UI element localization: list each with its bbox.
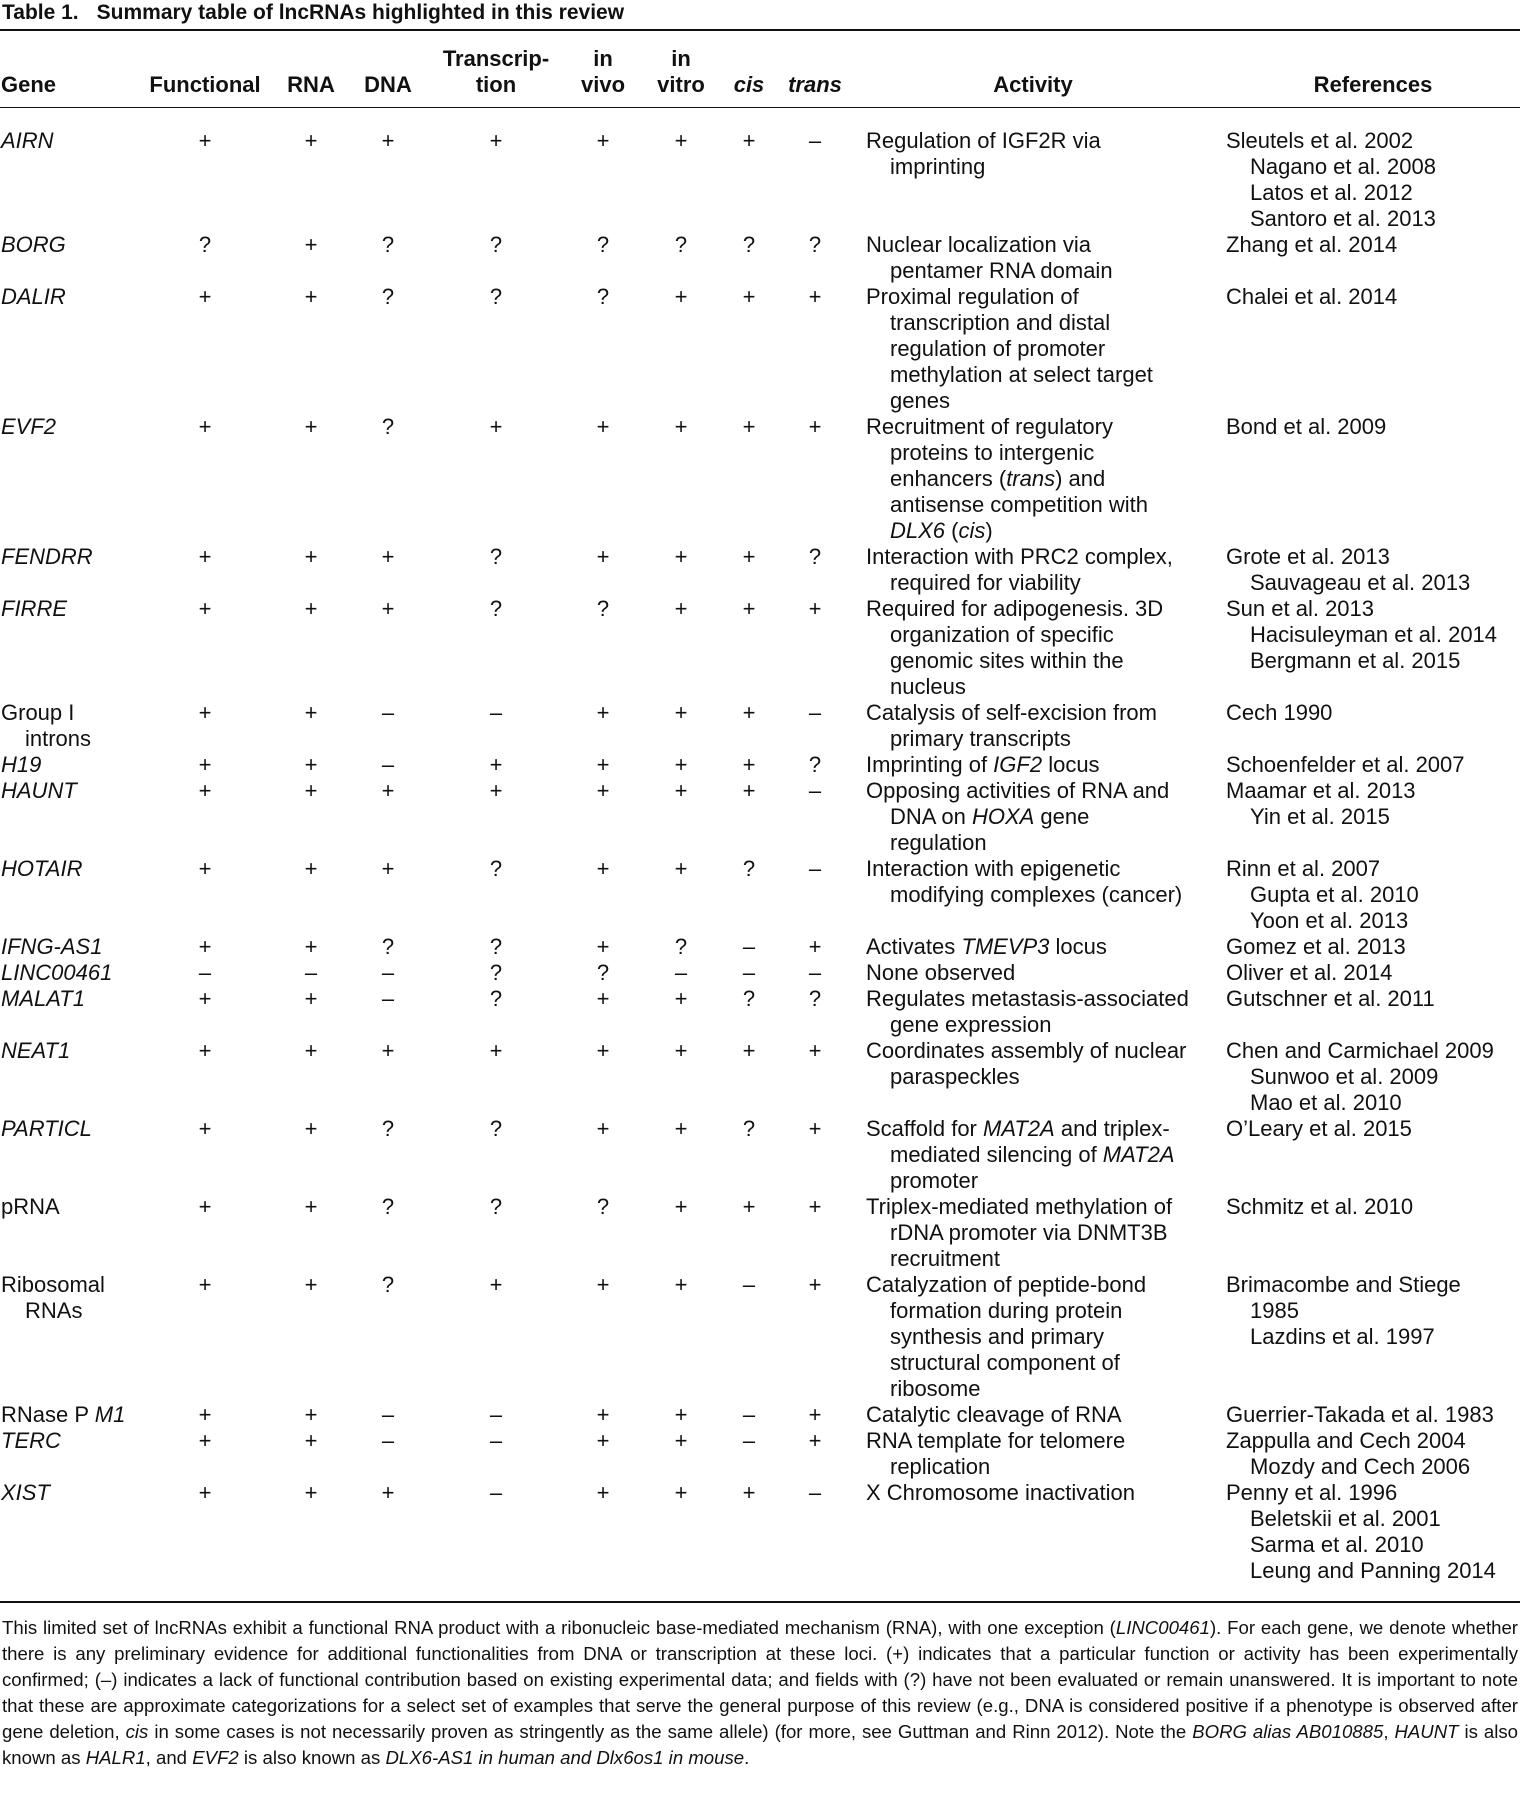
mark-trans: + (808, 934, 822, 959)
mark-in-vivo: + (596, 986, 610, 1011)
mark-functional: + (198, 1272, 212, 1297)
mark-transcription: ? (489, 544, 503, 569)
mark-transcription: – (489, 1428, 503, 1453)
mark-transcription: + (489, 778, 503, 803)
gene-name: H19 (1, 752, 42, 777)
table-row (0, 284, 1520, 414)
mark-trans: – (808, 700, 822, 725)
column-header-functional (149, 72, 260, 98)
table-row (0, 752, 1520, 778)
gene-name: LINC00461 (1, 960, 113, 985)
column-header-transcription (443, 46, 549, 98)
mark-transcription: + (489, 128, 503, 153)
mark-in-vivo: + (596, 128, 610, 153)
references-list: Chen and Carmichael 2009 Sunwoo et al. 2009 Mao et al. 2010 (1226, 1038, 1494, 1115)
table-row (0, 986, 1520, 1038)
mark-trans: – (808, 960, 822, 985)
table-row (0, 960, 1520, 986)
mark-in-vitro: – (674, 960, 688, 985)
activity-text: Scaffold for MAT2A and triplex- mediated silencing of MAT2A promoter (866, 1116, 1175, 1193)
mark-transcription: ? (489, 596, 503, 621)
table-title (2, 0, 624, 26)
mark-rna: + (304, 1038, 318, 1063)
mark-in-vivo: ? (596, 960, 610, 985)
mark-in-vivo: + (596, 934, 610, 959)
mark-transcription: ? (489, 960, 503, 985)
references-list: Sleutels et al. 2002 Nagano et al. 2008 Latos et al. 2012 Santoro et al. 2013 (1226, 128, 1436, 231)
mark-trans: + (808, 284, 822, 309)
column-header-line: trans (788, 72, 842, 97)
column-header-line: vitro (657, 72, 705, 97)
table-header (0, 42, 1520, 100)
mark-functional: + (198, 284, 212, 309)
mark-dna: – (381, 1402, 395, 1427)
mark-dna: – (381, 700, 395, 725)
mark-in-vitro: + (674, 856, 688, 881)
mark-cis: ? (742, 1116, 756, 1141)
references-list: Zhang et al. 2014 (1226, 232, 1398, 257)
mark-trans: + (808, 1194, 822, 1219)
mark-dna: + (381, 128, 395, 153)
mark-functional: + (198, 128, 212, 153)
table-row (0, 700, 1520, 752)
mark-functional: – (198, 960, 212, 985)
mark-rna: + (304, 986, 318, 1011)
mark-cis: + (742, 596, 756, 621)
column-header-line: Transcrip- (442, 46, 550, 71)
gene-name: AIRN (1, 128, 54, 153)
mark-trans: + (808, 1038, 822, 1063)
mark-transcription: ? (489, 1116, 503, 1141)
mark-dna: ? (381, 414, 395, 439)
mark-transcription: + (489, 752, 503, 777)
activity-text: Required for adipogenesis. 3D organization of specific genomic sites within the nucleus (866, 596, 1164, 699)
gene-name: DALIR (1, 284, 66, 309)
mark-rna: + (304, 934, 318, 959)
table-caption: Summary table of lncRNAs highlighted in this review (96, 1, 625, 24)
column-header-line: References (1313, 72, 1433, 97)
mark-transcription: ? (489, 1194, 503, 1219)
column-header-in-vivo (581, 46, 625, 98)
mark-rna: + (304, 414, 318, 439)
mark-rna: + (304, 1116, 318, 1141)
mark-in-vitro: ? (674, 232, 688, 257)
mark-functional: + (198, 934, 212, 959)
mark-functional: + (198, 596, 212, 621)
gene-name: pRNA (1, 1194, 60, 1219)
mark-cis: + (742, 1194, 756, 1219)
activity-text: Triplex-mediated methylation of rDNA promoter via DNMT3B recruitment (866, 1194, 1173, 1271)
gene-name: MALAT1 (1, 986, 85, 1011)
mark-in-vivo: + (596, 1272, 610, 1297)
mark-functional: + (198, 544, 212, 569)
mark-trans: + (808, 1272, 822, 1297)
mark-in-vivo: + (596, 1402, 610, 1427)
mark-rna: + (304, 596, 318, 621)
mark-dna: + (381, 544, 395, 569)
column-header-line: Functional (149, 72, 261, 97)
mark-cis: + (742, 778, 756, 803)
mark-in-vitro: ? (674, 934, 688, 959)
mark-in-vitro: + (674, 284, 688, 309)
column-header-line: tion (475, 72, 517, 97)
mark-cis: + (742, 1038, 756, 1063)
mark-in-vivo: ? (596, 232, 610, 257)
table-row (0, 1480, 1520, 1584)
table-row (0, 1272, 1520, 1402)
mark-in-vivo: + (596, 752, 610, 777)
mark-trans: + (808, 1428, 822, 1453)
column-header-gene (1, 72, 56, 98)
mark-in-vivo: + (596, 1116, 610, 1141)
references-list: Bond et al. 2009 (1226, 414, 1387, 439)
mark-trans: ? (808, 232, 822, 257)
activity-text: RNA template for telomere replication (866, 1428, 1126, 1479)
mark-rna: + (304, 752, 318, 777)
mark-rna: + (304, 232, 318, 257)
mark-dna: ? (381, 232, 395, 257)
table-label: Table 1. (2, 1, 79, 24)
mark-functional: + (198, 1480, 212, 1505)
references-list: O’Leary et al. 2015 (1226, 1116, 1412, 1141)
mark-in-vivo: + (596, 778, 610, 803)
mark-cis: + (742, 1480, 756, 1505)
mark-transcription: + (489, 1038, 503, 1063)
activity-text: Catalytic cleavage of RNA (866, 1402, 1122, 1427)
activity-text: Catalyzation of peptide-bond formation during protein synthesis and primary structural component of ribosome (866, 1272, 1147, 1401)
references-list: Schoenfelder et al. 2007 (1226, 752, 1465, 777)
mark-cis: + (742, 284, 756, 309)
table-row (0, 1116, 1520, 1194)
mark-dna: – (381, 752, 395, 777)
mark-trans: ? (808, 986, 822, 1011)
mark-transcription: ? (489, 986, 503, 1011)
mark-cis: + (742, 414, 756, 439)
mark-in-vitro: + (674, 778, 688, 803)
mark-dna: + (381, 856, 395, 881)
column-header-dna (364, 72, 412, 98)
mark-cis: – (742, 1428, 756, 1453)
gene-name: FENDRR (1, 544, 93, 569)
gene-name: RNase P M1 (1, 1402, 126, 1427)
mark-functional: + (198, 1116, 212, 1141)
mark-transcription: – (489, 1402, 503, 1427)
references-list: Gutschner et al. 2011 (1226, 986, 1435, 1011)
activity-text: Coordinates assembly of nuclear paraspeckles (866, 1038, 1187, 1089)
references-list: Zappulla and Cech 2004 Mozdy and Cech 2006 (1226, 1428, 1471, 1479)
references-list: Penny et al. 1996 Beletskii et al. 2001 Sarma et al. 2010 Leung and Panning 2014 (1226, 1480, 1496, 1583)
mark-in-vitro: + (674, 1428, 688, 1453)
gene-name: IFNG-AS1 (1, 934, 103, 959)
mark-in-vitro: + (674, 1402, 688, 1427)
mark-in-vitro: + (674, 1272, 688, 1297)
mark-cis: + (742, 544, 756, 569)
mark-in-vitro: + (674, 752, 688, 777)
mark-in-vivo: + (596, 856, 610, 881)
table-row (0, 1402, 1520, 1428)
header-rule (0, 107, 1520, 108)
references-list: Gomez et al. 2013 (1226, 934, 1406, 959)
table-row (0, 856, 1520, 934)
mark-transcription: ? (489, 856, 503, 881)
mark-transcription: – (489, 700, 503, 725)
mark-rna: + (304, 1272, 318, 1297)
mark-functional: + (198, 1038, 212, 1063)
column-header-line: vivo (580, 72, 626, 97)
column-header-line: Gene (1, 72, 57, 97)
mark-in-vitro: + (674, 1038, 688, 1063)
gene-name: TERC (1, 1428, 61, 1453)
mark-functional: + (198, 856, 212, 881)
table-row (0, 1194, 1520, 1272)
mark-in-vitro: + (674, 986, 688, 1011)
mark-rna: + (304, 778, 318, 803)
mark-functional: + (198, 1402, 212, 1427)
mark-dna: ? (381, 1194, 395, 1219)
mark-in-vivo: ? (596, 284, 610, 309)
bottom-rule (0, 1601, 1520, 1603)
column-header-line: cis (733, 72, 765, 97)
activity-text: Interaction with epigenetic modifying complexes (cancer) (866, 856, 1183, 907)
activity-text: Recruitment of regulatory proteins to intergenic enhancers (trans) and antisense competition with DLX6 (cis) (866, 414, 1149, 543)
activity-text: None observed (866, 960, 1016, 985)
references-list: Cech 1990 (1226, 700, 1333, 725)
mark-dna: + (381, 596, 395, 621)
mark-rna: + (304, 284, 318, 309)
table-body (0, 128, 1520, 1584)
gene-name: Ribosomal RNAs (1, 1272, 105, 1323)
gene-name: HAUNT (1, 778, 77, 803)
column-header-cis (734, 72, 765, 98)
top-rule (0, 29, 1520, 31)
column-header-line: DNA (364, 72, 412, 97)
mark-transcription: – (489, 1480, 503, 1505)
mark-in-vivo: + (596, 1480, 610, 1505)
mark-cis: – (742, 960, 756, 985)
mark-in-vivo: + (596, 700, 610, 725)
references-list: Grote et al. 2013 Sauvageau et al. 2013 (1226, 544, 1471, 595)
mark-in-vitro: + (674, 596, 688, 621)
column-header-line: in (671, 46, 691, 71)
mark-dna: – (381, 960, 395, 985)
mark-in-vivo: ? (596, 596, 610, 621)
gene-name: BORG (1, 232, 66, 257)
references-list: Oliver et al. 2014 (1226, 960, 1393, 985)
gene-name: XIST (1, 1480, 50, 1505)
mark-cis: ? (742, 232, 756, 257)
mark-trans: + (808, 414, 822, 439)
activity-text: X Chromosome inactivation (866, 1480, 1136, 1505)
mark-functional: + (198, 752, 212, 777)
mark-in-vivo: + (596, 1428, 610, 1453)
mark-dna: + (381, 1038, 395, 1063)
mark-rna: + (304, 1480, 318, 1505)
table-row (0, 1428, 1520, 1480)
mark-transcription: + (489, 1272, 503, 1297)
mark-functional: ? (198, 232, 212, 257)
mark-trans: + (808, 596, 822, 621)
table-row (0, 414, 1520, 544)
mark-cis: + (742, 752, 756, 777)
mark-cis: – (742, 1402, 756, 1427)
gene-name: NEAT1 (1, 1038, 71, 1063)
references-list: Schmitz et al. 2010 (1226, 1194, 1414, 1219)
table-row (0, 778, 1520, 856)
references-list: Guerrier-Takada et al. 1983 (1226, 1402, 1494, 1427)
mark-dna: ? (381, 284, 395, 309)
column-header-references (1314, 72, 1433, 98)
references-list: Maamar et al. 2013 Yin et al. 2015 (1226, 778, 1416, 829)
mark-trans: ? (808, 752, 822, 777)
mark-in-vitro: + (674, 1194, 688, 1219)
mark-cis: + (742, 128, 756, 153)
mark-transcription: ? (489, 232, 503, 257)
mark-in-vivo: ? (596, 1194, 610, 1219)
table-row (0, 934, 1520, 960)
mark-in-vivo: + (596, 414, 610, 439)
table-row (0, 1038, 1520, 1116)
mark-functional: + (198, 986, 212, 1011)
mark-in-vitro: + (674, 414, 688, 439)
gene-name: FIRRE (1, 596, 67, 621)
table-footnote: This limited set of lncRNAs exhibit a functional RNA product with a ribonucleic base-mediated mechanism (RNA), with one exception (LINC00461). For each gene, we denote whether there is any preliminary evidence for additional functionalities from DNA or transcription at these loci. (+) indicates that a particular function or activity has been experimentally confirmed; (–) indicates a lack of functional contribution based on existing experimental data; and fields with (?) have not been evaluated or remain unanswered. It is important to note that these are approximate categorizations for a select set of examples that serve the general purpose of this review (e.g., DNA is considered positive if a phenotype is observed after gene deletion, cis in some cases is not necessarily proven as stringently as the same allele) (for more, see Guttman and Rinn 2012). Note the BORG alias AB010885, HAUNT is also known as HALR1, and EVF2 is also known as DLX6-AS1 in human and Dlx6os1 in mouse. (2, 1617, 1519, 1768)
mark-functional: + (198, 700, 212, 725)
activity-text: Regulates metastasis-associated gene expression (866, 986, 1189, 1037)
mark-in-vivo: + (596, 1038, 610, 1063)
mark-dna: ? (381, 1116, 395, 1141)
mark-rna: + (304, 544, 318, 569)
gene-name: HOTAIR (1, 856, 83, 881)
mark-functional: + (198, 1428, 212, 1453)
activity-text: Opposing activities of RNA and DNA on HOXA gene regulation (866, 778, 1170, 855)
mark-in-vitro: + (674, 1480, 688, 1505)
column-header-rna (287, 72, 335, 98)
mark-dna: – (381, 1428, 395, 1453)
activity-text: Interaction with PRC2 complex, required for viability (866, 544, 1173, 595)
references-list: Brimacombe and Stiege 1985 Lazdins et al. 1997 (1226, 1272, 1461, 1349)
mark-rna: + (304, 856, 318, 881)
mark-dna: ? (381, 934, 395, 959)
mark-transcription: + (489, 414, 503, 439)
gene-name: PARTICL (1, 1116, 92, 1141)
mark-dna: + (381, 778, 395, 803)
mark-trans: ? (808, 544, 822, 569)
mark-functional: + (198, 778, 212, 803)
activity-text: Nuclear localization via pentamer RNA domain (866, 232, 1113, 283)
mark-trans: – (808, 1480, 822, 1505)
mark-cis: – (742, 934, 756, 959)
mark-transcription: ? (489, 284, 503, 309)
mark-trans: – (808, 778, 822, 803)
mark-rna: + (304, 1402, 318, 1427)
column-header-activity (993, 72, 1072, 98)
mark-cis: ? (742, 856, 756, 881)
mark-dna: + (381, 1480, 395, 1505)
table-row (0, 544, 1520, 596)
mark-rna: + (304, 700, 318, 725)
mark-rna: + (304, 128, 318, 153)
column-header-line: Activity (993, 72, 1073, 97)
mark-cis: – (742, 1272, 756, 1297)
mark-trans: – (808, 128, 822, 153)
activity-text: Proximal regulation of transcription and distal regulation of promoter methylation at select target genes (866, 284, 1153, 413)
column-header-in-vitro (657, 46, 705, 98)
activity-text: Catalysis of self-excision from primary transcripts (866, 700, 1157, 751)
gene-name: EVF2 (1, 414, 57, 439)
mark-dna: – (381, 986, 395, 1011)
mark-trans: + (808, 1116, 822, 1141)
mark-functional: + (198, 414, 212, 439)
mark-rna: + (304, 1428, 318, 1453)
table-row (0, 232, 1520, 284)
mark-dna: ? (381, 1272, 395, 1297)
mark-in-vivo: + (596, 544, 610, 569)
mark-functional: + (198, 1194, 212, 1219)
activity-text: Imprinting of IGF2 locus (866, 752, 1100, 777)
mark-rna: – (304, 960, 318, 985)
mark-cis: + (742, 700, 756, 725)
column-header-trans (788, 72, 842, 98)
references-list: Chalei et al. 2014 (1226, 284, 1398, 309)
column-header-line: in (593, 46, 613, 71)
mark-rna: + (304, 1194, 318, 1219)
activity-text: Activates TMEVP3 locus (866, 934, 1107, 959)
mark-transcription: ? (489, 934, 503, 959)
table-row (0, 128, 1520, 232)
activity-text: Regulation of IGF2R via imprinting (866, 128, 1101, 179)
mark-cis: ? (742, 986, 756, 1011)
mark-in-vitro: + (674, 544, 688, 569)
references-list: Sun et al. 2013 Hacisuleyman et al. 2014 Bergmann et al. 2015 (1226, 596, 1498, 673)
mark-in-vitro: + (674, 700, 688, 725)
mark-in-vitro: + (674, 1116, 688, 1141)
gene-name: Group I introns (1, 700, 92, 751)
column-header-line: RNA (287, 72, 335, 97)
table-row (0, 596, 1520, 700)
mark-trans: – (808, 856, 822, 881)
mark-trans: + (808, 1402, 822, 1427)
mark-in-vitro: + (674, 128, 688, 153)
references-list: Rinn et al. 2007 Gupta et al. 2010 Yoon et al. 2013 (1226, 856, 1419, 933)
